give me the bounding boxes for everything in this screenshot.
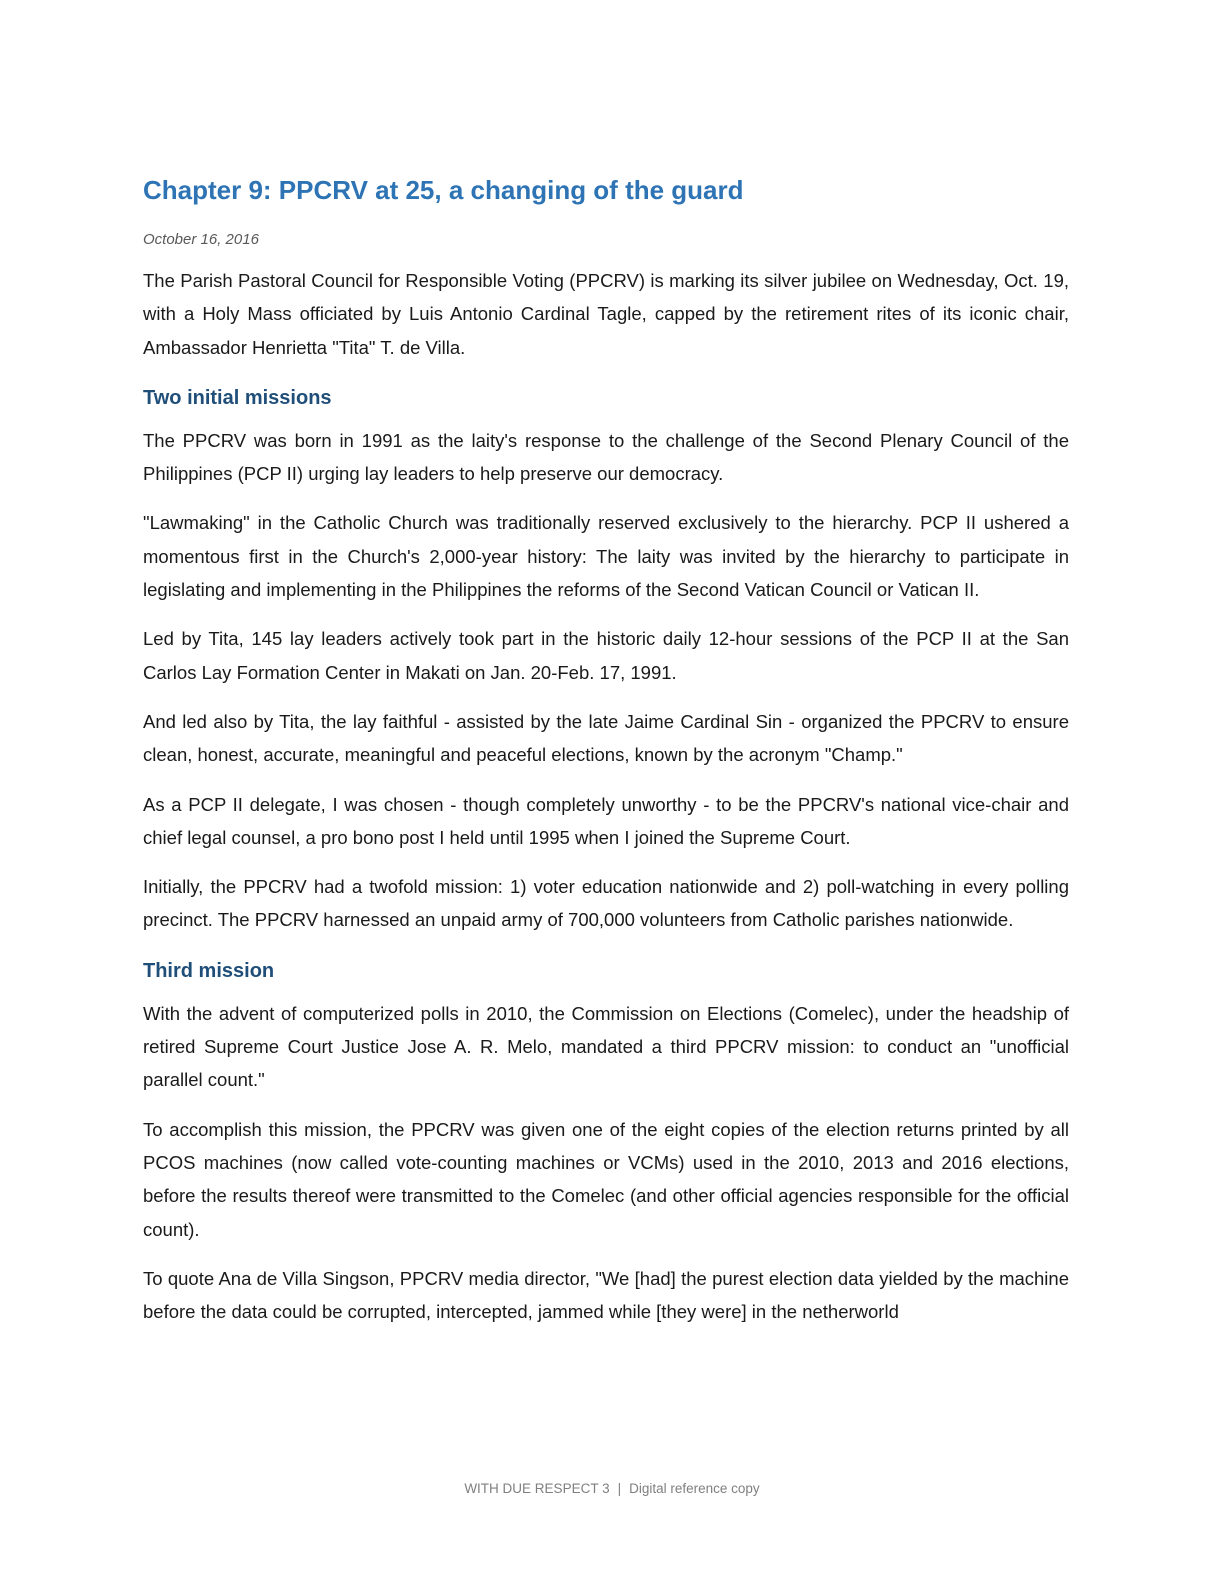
body-paragraph: To quote Ana de Villa Singson, PPCRV media director, "We [had] the purest election data yielded by the machine before the data could be corrupted, intercepted, jammed while [they were] in the netherworld bbox=[143, 1267, 1069, 1323]
footer-book-page: WITH DUE RESPECT 3 bbox=[464, 1481, 610, 1496]
footer-note: Digital reference copy bbox=[629, 1481, 760, 1496]
document-body bbox=[143, 172, 1069, 1344]
body-paragraph: And led also by Tita, the lay faithful - assisted by the late Jaime Cardinal Sin - organized the PPCRV to ensure clean, honest, accurate, meaningful and peaceful elections, known by the acronym "Champ." bbox=[143, 710, 1069, 766]
body-paragraph: Led by Tita, 145 lay leaders actively took part in the historic daily 12-hour sessions of the PCP II at the San Carlos Lay Formation Center in Makati on Jan. 20-Feb. 17, 1991. bbox=[143, 628, 1069, 683]
body-paragraph: "Lawmaking" in the Catholic Church was traditionally reserved exclusively to the hierarchy. PCP II ushered a momentous first in the Church's 2,000-year history: The laity was invited by the hierarchy to participate in legislating and implementing in the Philippines the reforms of the Second Vatican Council or Vatican II. bbox=[143, 512, 1069, 601]
publication-date: October 16, 2016 bbox=[143, 231, 259, 248]
body-paragraph: As a PCP II delegate, I was chosen - though completely unworthy - to be the PPCRV's national vice-chair and chief legal counsel, a pro bono post I held until 1995 when I joined the Supreme Court. bbox=[143, 793, 1069, 848]
body-paragraph: With the advent of computerized polls in 2010, the Commission on Elections (Comelec), under the headship of retired Supreme Court Justice Jose A. R. Melo, mandated a third PPCRV mission: to conduct an "unofficial parallel count." bbox=[143, 1002, 1069, 1091]
intro-paragraph: The Parish Pastoral Council for Responsible Voting (PPCRV) is marking its silver jubilee on Wednesday, Oct. 19, with a Holy Mass officiated by Luis Antonio Cardinal Tagle, capped by the retirement rites of its iconic chair, Ambassador Henrietta "Tita" T. de Villa. bbox=[143, 270, 1069, 358]
footer-separator: | bbox=[617, 1481, 622, 1496]
section-heading: Third mission bbox=[143, 959, 275, 982]
body-paragraph: The PPCRV was born in 1991 as the laity's response to the challenge of the Second Plenary Council of the Philippines (PCP II) urging lay leaders to help preserve our democracy. bbox=[143, 429, 1069, 485]
section-heading: Two initial missions bbox=[143, 386, 332, 409]
page-footer bbox=[0, 1479, 1224, 1499]
body-paragraph: Initially, the PPCRV had a twofold mission: 1) voter education nationwide and 2) poll-watching in every polling precinct. The PPCRV harnessed an unpaid army of 700,000 volunteers from Catholic parishes nationwide. bbox=[143, 876, 1069, 931]
body-paragraph: To accomplish this mission, the PPCRV was given one of the eight copies of the election returns printed by all PCOS machines (now called vote-counting machines or VCMs) used in the 2010, 2013 and 2016 elections, before the results thereof were transmitted to the Comelec (and other official agencies responsible for the official count). bbox=[143, 1118, 1069, 1240]
chapter-title: Chapter 9: PPCRV at 25, a changing of the guard bbox=[143, 175, 744, 205]
